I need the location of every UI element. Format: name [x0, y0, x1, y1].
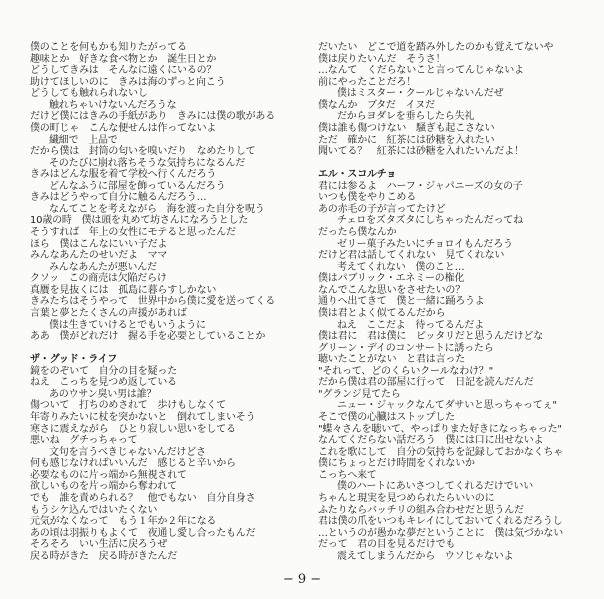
lyric-line: 聞いてる？ 紅茶には砂糖を入れたいんだよ！	[318, 146, 524, 158]
lyric-line: 趣味とか 好きな食べ物とか 誕生日とか	[30, 53, 217, 65]
lyric-line: "蝶々さんを聴いて、やっぱりまた好きになっちゃった"	[318, 423, 562, 435]
lyric-line: 僕はミスター・クールじゃないんだぜ	[337, 88, 504, 100]
lyric-line: ねえ ここだよ 待ってるんだよ	[337, 319, 484, 331]
lyric-line: だけど君は話してくれない 見てくれない	[318, 250, 505, 262]
lyric-line: 僕のハートにあいさつしてくれるだけでいい	[337, 481, 533, 493]
lyric-line: そろそろ いい生活に戻ろうぜ	[30, 539, 168, 551]
lyric-line: …なんて くだらないこと言ってんじゃないよ	[318, 65, 524, 77]
song-title: ザ・グッド・ライフ	[30, 354, 118, 366]
lyric-line: ニュー・ジャックなんてダサいと思っちゃってぇ"	[337, 400, 557, 412]
lyric-line: 僕は君に 君は僕に ピッタリだと思うんだけどな	[318, 331, 543, 343]
lyric-line: ただ 確かに 紅茶には砂糖を入れたい	[318, 134, 495, 146]
lyric-line: 戻る時がきた 戻る時がきたんだ	[30, 550, 177, 562]
lyric-line: 僕にちょっとだけ時間をくれないか	[318, 458, 475, 470]
lyric-line: 前にやったことだろ！	[318, 76, 416, 88]
lyric-line: きみたちはそうやって 世界中から僕に愛を送ってくる	[30, 296, 275, 308]
lyric-line: 寒さに震えながら ひとり寂しい思いをしてる	[30, 423, 236, 435]
lyric-line: ゼリー菓子みたいにチョロイもんだろう	[337, 238, 513, 250]
lyrics-column-left	[30, 42, 310, 562]
lyric-line: 元気がなくなって もう１年か２年になる	[30, 516, 217, 528]
lyric-line: どんなふうに部屋を飾っているんだろう	[49, 180, 226, 192]
lyric-line	[318, 158, 602, 170]
lyrics-column-right	[318, 42, 602, 562]
lyric-line: 僕はパブリック・エネミーの権化	[318, 273, 465, 285]
song-title: エル・スコルチョ	[318, 169, 397, 181]
lyric-line: ああ 僕がどれだけ 握る手を必要としていることか	[30, 331, 266, 343]
lyric-line: 繊細で 上品で	[49, 134, 118, 146]
lyric-line: ねえ こっちを見つめ返している	[30, 377, 177, 389]
lyric-line: なんてことを考えながら 海を渡った自分を呪う	[49, 203, 265, 215]
lyric-line: これを歌にして 自分の気持ちを記録しておかなくちゃ	[318, 446, 563, 458]
lyric-line: どうしても触れられないし	[30, 88, 148, 100]
lyric-line: "それって、どのくらいクールなわけ？"	[318, 365, 493, 377]
lyric-line: ほら 僕はこんなにいい子だよ	[30, 238, 168, 250]
lyric-line: だって 君の目を見るだけでも	[318, 539, 456, 551]
lyric-line: だけど僕にはきみの手紙があり きみには僕の歌がある	[30, 111, 275, 123]
lyric-line: ちゃんと現実を見つめられたらいいのに	[318, 492, 495, 504]
lyric-line: 震えてしまうんだから ウソじゃないよ	[337, 550, 514, 562]
lyric-line: 年寄りみたいに杖を突かないと 倒れてしまいそう	[30, 412, 256, 423]
lyric-line: 僕の町じゃ こんな便せんは作ってないよ	[30, 122, 217, 134]
lyric-line: 触れちゃいけないんだろうな	[49, 99, 177, 111]
lyric-line: なんてくだらない話だろう 僕には口に出せないよ	[318, 435, 544, 447]
lyric-line: 文句を言うべきじゃないんだけどさ	[49, 446, 206, 458]
lyric-line: 聴いたことがない と君は言った	[318, 354, 465, 366]
lyric-line: グリーン・デイのコンサートに誘ったら	[318, 342, 494, 354]
lyric-line: きみはどんな服を着て学校へ行くんだろう	[30, 169, 217, 181]
lyric-line: 必要なものに片っ端から無視されて	[30, 469, 187, 481]
lyric-line: どうしてきみは そんなに遠くにいるの？	[30, 65, 217, 77]
lyric-line: みんなあんたのせいだよ ママ	[30, 250, 168, 262]
lyric-line: 言葉と夢とたくさんの声援があれば	[30, 307, 187, 319]
lyric-line: 欲しいものを片っ端から奪われて	[30, 481, 177, 493]
lyric-line: 僕は生きていけるとでもいうように	[49, 319, 206, 331]
page-number: − 9 −	[282, 572, 322, 587]
lyric-line: 考えてくれない 僕のこと…	[337, 261, 465, 273]
lyric-line: あの赤毛の子が言ってたけど	[318, 203, 446, 215]
lyric-line	[30, 343, 310, 355]
lyric-line: 僕は誰も傷つけない 騒ぎも起こさない	[318, 122, 495, 134]
lyric-line: 僕のことを何もかも知りたがってる	[30, 42, 187, 53]
lyric-line: だからヨダレを垂らしたら失礼	[337, 111, 475, 123]
lyric-line: 僕は戻りたいんだ そうさ！	[318, 53, 446, 65]
lyric-line: 鏡をのぞいて 自分の目を疑った	[30, 365, 177, 377]
lyric-line: だから僕は 封筒の匂いを嗅いだり なめたりして	[30, 146, 256, 158]
lyric-line: あのウサン臭い男は誰？	[49, 388, 157, 400]
lyric-line: いつも僕をやりこめる	[318, 192, 416, 204]
lyric-line: 僕は君とよく似てるんだから	[318, 307, 446, 319]
lyric-line: なんでこんな思いをさせたいの？	[318, 284, 465, 296]
lyric-line: みんなあんたが悪いんだ	[49, 261, 157, 273]
lyric-line: 助けてほしいのに きみは海のずっと向こう	[30, 76, 226, 88]
lyric-line: だから僕は君の部屋に行って 日記を読んだんだ	[318, 377, 534, 389]
lyric-line: 10歳の時 僕は頭を丸めて坊さんになろうとした	[30, 215, 249, 227]
lyric-line: 僕なんか ブタだ イヌだ	[318, 99, 435, 111]
lyric-line: 君は僕の爪をいつもキレイにしておいてくれるだろうし	[318, 516, 563, 528]
lyric-line: 君には参るよ ハーフ・ジャパニーズの女の子	[318, 180, 523, 192]
lyric-line: そこで僕の心臓はストップした	[318, 412, 455, 423]
lyric-line: ふたりならバッチリの組み合わせだと思うんだ	[318, 504, 524, 516]
lyric-line: 真贋を見抜くには 孤島に暮らすしかない	[30, 284, 217, 296]
lyric-line: クソッ この商売は欠陥だらけ	[30, 273, 167, 285]
lyric-line: そのたびに崩れ落ちそうな気持ちになるんだ	[49, 157, 245, 169]
lyric-line: "グランジ見てたら	[318, 388, 401, 400]
lyric-line: 悪いね グチっちゃって	[30, 435, 138, 447]
lyric-line: 何も感じなければいいんだ 感じると辛いから	[30, 458, 236, 470]
lyric-line: あの頃は羽振りもよくて 夜通し愛し合ったもんだ	[30, 527, 256, 539]
lyric-line: そうすれば 年上の女性にモテると思ったんだ	[30, 227, 236, 238]
lyric-line: でも 誰を責められる？ 他でもない 自分自身さ	[30, 492, 256, 504]
lyric-line: 通りへ出てきて 僕と一緒に踊ろうよ	[318, 296, 485, 308]
lyric-line: きみはどうやって自分に触るんだろう…	[30, 192, 207, 204]
lyric-line: だったら僕なんか	[318, 227, 397, 238]
lyric-line: もうシケ込んではいたくない	[30, 504, 158, 516]
lyric-line: チェロをズタズタにしちゃったんだってね	[337, 215, 523, 227]
lyric-line: こっちへ来て	[318, 469, 377, 481]
lyric-line: 傷ついて 打ちのめされて 歩けもしなくて	[30, 400, 226, 412]
lyric-line: だいたい どこで道を踏み外したのかも覚えてないや	[318, 42, 554, 53]
lyric-line: …というのが愚かな夢だということに 僕は気づかない	[318, 527, 563, 539]
